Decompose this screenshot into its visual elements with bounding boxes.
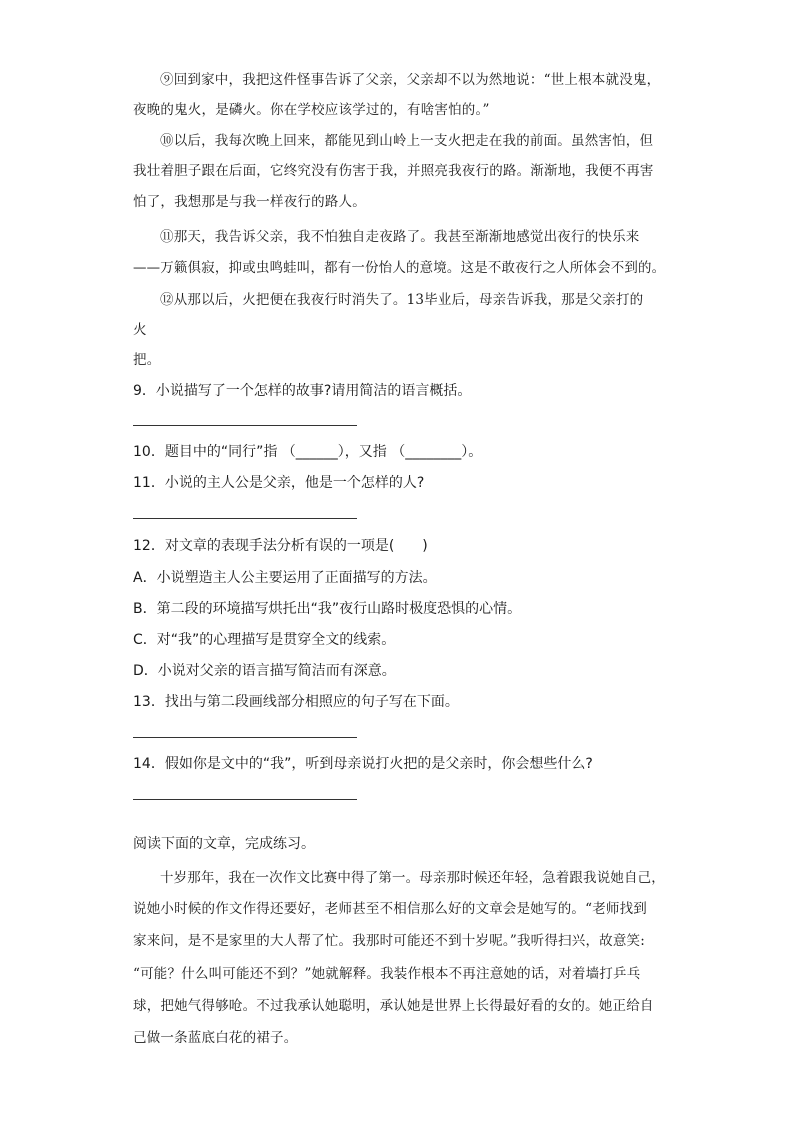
- paragraph-11-line-2: ——万籁俱寂，抑或虫鸣蛙叫，都有一份怡人的意境。这是不敢夜行之人所体会不到的。: [133, 260, 666, 276]
- paragraph-9-line-1: ⑨回到家中，我把这件怪事告诉了父亲，父亲却不以为然地说：“世上根本就没鬼，: [160, 72, 661, 88]
- answer-line-11[interactable]: [133, 518, 357, 519]
- passage-line-2: 说她小时候的作文作得还要好，老师甚至不相信那么好的文章会是她写的。“老师找到: [133, 901, 648, 917]
- passage-line-1: 十岁那年，我在一次作文比赛中得了第一。母亲那时候还年轻，急着跟我说她自己，: [160, 870, 665, 886]
- passage-line-3: 家来问，是不是家里的大人帮了忙。我那时可能还不到十岁呢。”我听得扫兴，故意笑:: [133, 933, 645, 949]
- paragraph-12-line-1: ⑫从那以后，火把便在我夜行时消失了。13毕业后，母亲告诉我，那是父亲打的: [160, 292, 644, 308]
- question-13: 13．找出与第二段画线部分相照应的句子写在下面。: [133, 694, 459, 710]
- passage-line-4: “可能？什么叫可能还不到？”她就解释。我装作根本不再注意她的话，对着墙打乒乓: [133, 966, 641, 982]
- option-c[interactable]: C．对“我”的心理描写是贯穿全文的线索。: [133, 632, 396, 648]
- paragraph-12-line-3: 把。: [133, 352, 161, 368]
- question-10: 10．题目中的“同行”指 （______），又指 （________）。: [133, 444, 483, 460]
- question-12: 12．对文章的表现手法分析有误的一项是( ): [133, 538, 428, 554]
- passage-line-5: 球，把她气得够呛。不过我承认她聪明，承认她是世界上长得最好看的女的。她正给自: [133, 998, 654, 1014]
- paragraph-10-line-3: 怕了，我想那是与我一样夜行的路人。: [133, 194, 366, 210]
- paragraph-9-line-2: 夜晚的鬼火，是磷火。你在学校应该学过的，有啥害怕的。”: [133, 102, 490, 118]
- option-b[interactable]: B．第二段的环境描写烘托出“我”夜行山路时极度恐惧的心情。: [133, 601, 522, 617]
- paragraph-10-line-2: 我壮着胆子跟在后面，它终究没有伤害于我，并照亮我夜行的路。渐渐地，我便不再害: [133, 163, 654, 179]
- question-11: 11．小说的主人公是父亲，他是一个怎样的人?: [133, 475, 425, 491]
- answer-line-13[interactable]: [133, 737, 357, 738]
- option-a[interactable]: A．小说塑造主人公主要运用了正面描写的方法。: [133, 570, 437, 586]
- question-9: 9．小说描写了一个怎样的故事?请用简洁的语言概括。: [133, 383, 472, 399]
- reading-instruction: 阅读下面的文章，完成练习。: [133, 836, 315, 852]
- passage-line-6: 己做一条蓝底白花的裙子。: [133, 1030, 298, 1046]
- paragraph-12-line-2: 火: [133, 322, 147, 338]
- answer-line-14[interactable]: [133, 799, 357, 800]
- paragraph-10-line-1: ⑩以后，我每次晚上回来，都能见到山岭上一支火把走在我的前面。虽然害怕，但: [160, 133, 654, 149]
- option-d[interactable]: D．小说对父亲的语言描写简洁而有深意。: [133, 663, 396, 679]
- paragraph-11-line-1: ⑪那天，我告诉父亲，我不怕独自走夜路了。我甚至渐渐地感觉出夜行的快乐来: [160, 229, 640, 245]
- question-14: 14．假如你是文中的“我”，听到母亲说打火把的是父亲时，你会想些什么?: [133, 756, 593, 772]
- answer-line-9[interactable]: [133, 425, 357, 426]
